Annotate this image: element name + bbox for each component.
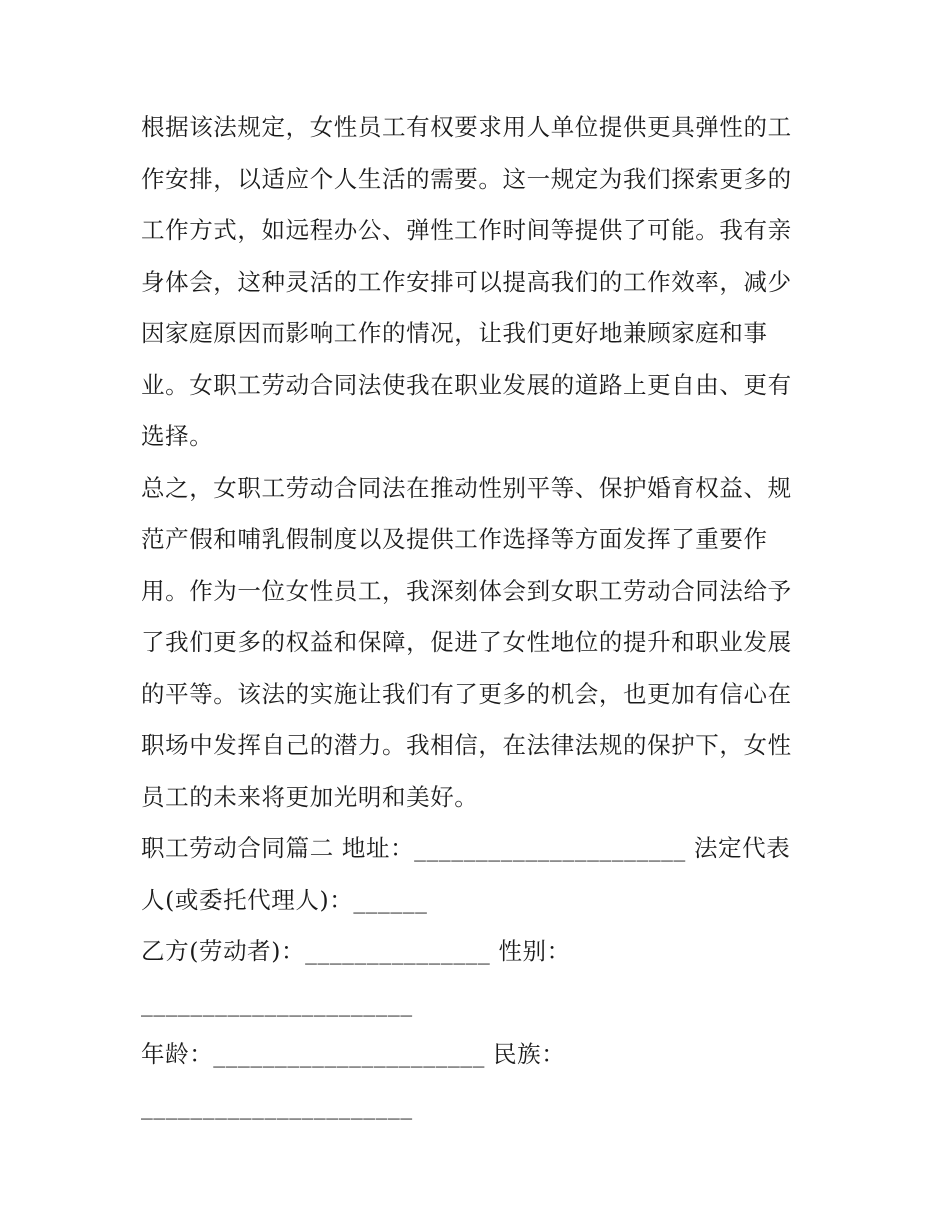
text-line: 工作方式，如远程办公、弹性工作时间等提供了可能。我有亲 — [141, 216, 792, 244]
paragraph-conclusion — [141, 463, 813, 824]
text-line: 作安排，以适应个人生活的需要。这一规定为我们探索更多的 — [141, 164, 792, 193]
document-page — [141, 102, 813, 1132]
text-line: 用。作为一位女性员工，我深刻体会到女职工劳动合同法给予 — [141, 576, 792, 605]
text-line: 了我们更多的权益和保障，促进了女性地位的提升和职业发展 — [141, 628, 792, 656]
paragraph-flexible-work — [141, 102, 813, 463]
text-line: 范产假和哺乳假制度以及提供工作选择等方面发挥了重要作 — [141, 525, 768, 553]
form-line-blank: ______________________ — [141, 1091, 413, 1120]
form-line-blank: ______________________ — [141, 988, 413, 1017]
text-line: 业。女职工劳动合同法使我在职业发展的道路上更自由、更有 — [141, 370, 792, 399]
form-line-representative: 人(或委托代理人)：______ — [141, 885, 428, 914]
text-line: 因家庭原因而影响工作的情况，让我们更好地兼顾家庭和事 — [141, 319, 768, 347]
text-line: 员工的未来将更加光明和美好。 — [141, 782, 479, 811]
text-line: 根据该法规定，女性员工有权要求用人单位提供更具弹性的工 — [141, 113, 792, 141]
text-line: 职场中发挥自己的潜力。我相信，在法律法规的保护下，女性 — [141, 731, 792, 759]
text-line: 选择。 — [141, 422, 214, 450]
contract-form-fields — [141, 823, 813, 1132]
text-line: 总之，女职工劳动合同法在推动性别平等、保护婚育权益、规 — [141, 473, 792, 502]
text-line: 的平等。该法的实施让我们有了更多的机会，也更加有信心在 — [141, 679, 792, 708]
form-line-age-ethnicity: 年龄：______________________ 民族： — [141, 1040, 566, 1068]
form-line-address: 职工劳动合同篇二 地址：______________________ 法定代表 — [141, 834, 791, 862]
form-line-party-b-gender: 乙方(劳动者)：_______________ 性别： — [141, 937, 571, 965]
text-line: 身体会，这种灵活的工作安排可以提高我们的工作效率，减少 — [141, 267, 792, 296]
